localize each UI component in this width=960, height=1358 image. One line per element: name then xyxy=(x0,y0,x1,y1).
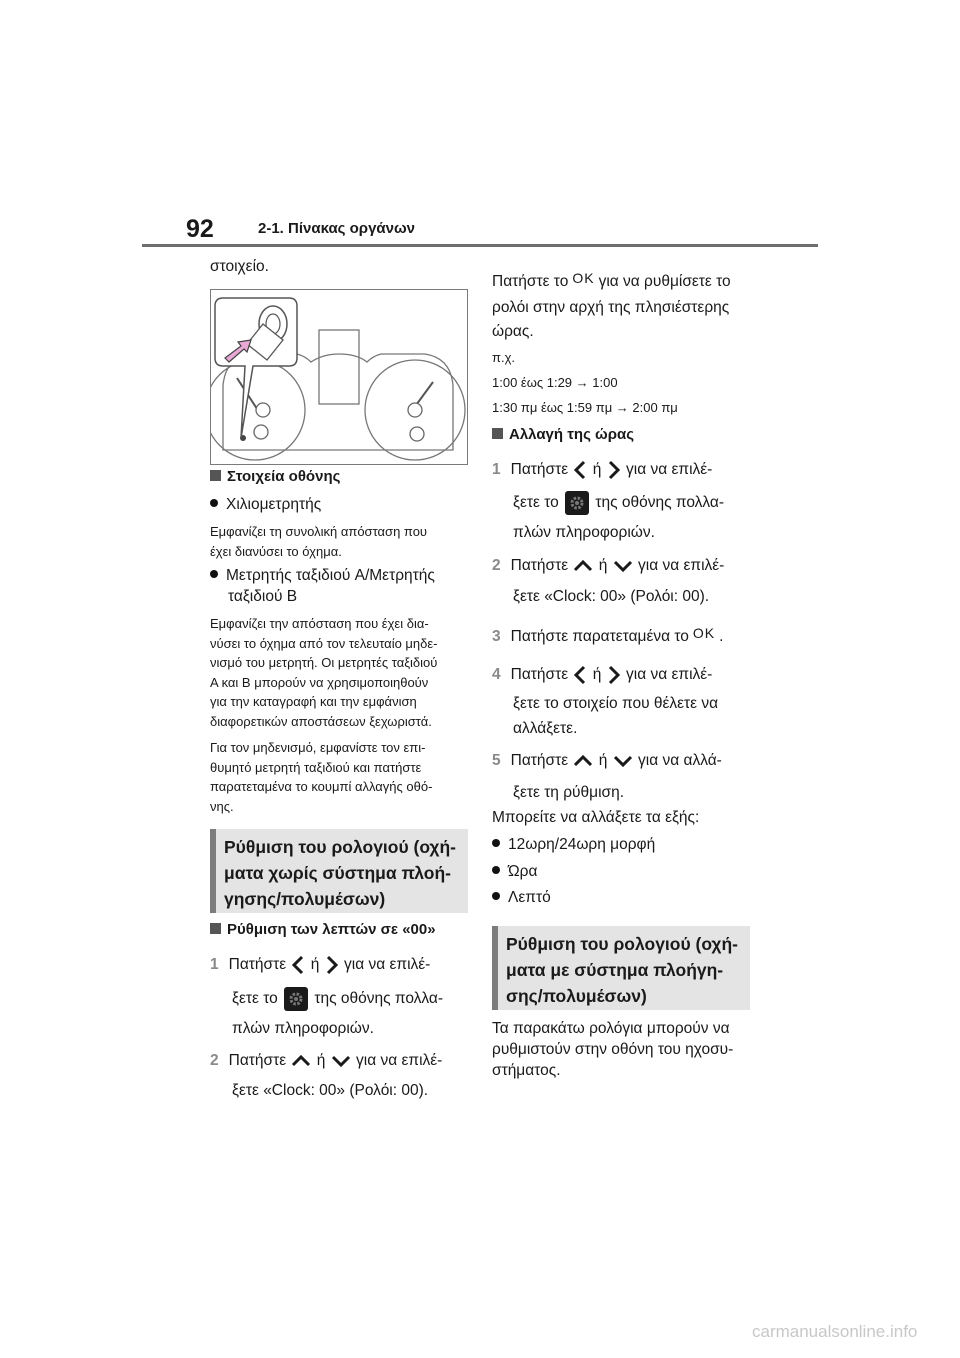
time-step-3: 3 Πατήστε παρατεταμένα το OK . xyxy=(492,625,724,645)
chevron-up-icon xyxy=(572,558,594,574)
clock-setting-box-no-nav: Ρύθμιση του ρολογιού (οχή- ματα χωρίς σύστημα πλοή- γησης/πολυμέσων) xyxy=(210,829,468,913)
page-number: 92 xyxy=(186,215,214,243)
chevron-right-icon xyxy=(324,954,340,976)
minutes-step-2-line2: ξετε «Clock: 00» (Ρολόι: 00). xyxy=(232,1082,429,1099)
reset-description: Για τον μηδενισμό, εμφανίστε τον επι- θυμητό μετρητή ταξιδιού και πατήστε παρατεταμένα το κουμπί αλλαγής οθό- νης. xyxy=(210,740,433,814)
square-bullet-icon xyxy=(210,923,221,934)
chevron-right-icon xyxy=(606,664,622,686)
chevron-left-icon xyxy=(572,664,588,686)
time-step-5: 5 Πατήστε ή για να αλλά- xyxy=(492,752,722,769)
settings-gear-icon xyxy=(284,987,308,1011)
time-step-1-line3: πλών πληροφοριών. xyxy=(513,524,655,541)
can-change-text: Μπορείτε να αλλάξετε τα εξής: xyxy=(492,809,700,826)
clock-setting-box-nav: Ρύθμιση του ρολογιού (οχή- ματα με σύστημα πλοήγη- σης/πολυμέσων) xyxy=(492,926,750,1010)
footer-watermark: carmanualsonline.info xyxy=(752,1322,918,1341)
section-title: 2-1. Πίνακας οργάνων xyxy=(258,220,415,237)
chevron-left-icon xyxy=(290,954,306,976)
square-bullet-icon xyxy=(492,428,503,439)
time-step-4-line3: αλλάξετε. xyxy=(513,720,578,737)
option-item: 12ωρη/24ωρη μορφή xyxy=(492,835,655,854)
chevron-down-icon xyxy=(612,558,634,574)
time-step-5-line2: ξετε τη ρύθμιση. xyxy=(513,784,625,801)
display-items-heading: Στοιχεία οθόνης xyxy=(210,468,340,485)
nav-description: Τα παρακάτω ρολόγια μπορούν να ρυθμιστούν στην οθόνη του ηχοσυ- στήματος. xyxy=(492,1020,734,1079)
example-2: 1:30 πμ έως 1:59 πμ → 2:00 πμ xyxy=(492,400,678,415)
chevron-down-icon xyxy=(612,753,634,769)
ok-symbol: OK xyxy=(572,270,595,286)
example-label: π.χ. xyxy=(492,350,516,365)
chevron-down-icon xyxy=(330,1053,352,1069)
time-step-4-line2: ξετε το στοιχείο που θέλετε να xyxy=(513,695,719,712)
bullet-icon xyxy=(492,892,500,900)
time-step-4: 4 Πατήστε ή για να επιλέ- xyxy=(492,664,712,686)
instrument-illustration xyxy=(210,289,468,465)
time-step-1: 1 Πατήστε ή για να επιλέ- xyxy=(492,459,712,481)
bullet-icon xyxy=(492,866,500,874)
trip-meter-item-cont: ταξιδιού B xyxy=(228,588,298,605)
trip-meter-item: Μετρητής ταξιδιού A/Μετρητής xyxy=(210,566,435,585)
intro-text: στοιχείο. xyxy=(210,258,269,275)
minutes-heading: Ρύθμιση των λεπτών σε «00» xyxy=(210,921,436,938)
chevron-left-icon xyxy=(572,459,588,481)
settings-gear-icon xyxy=(565,491,589,515)
minutes-step-1: 1 Πατήστε ή για να επιλέ- xyxy=(210,954,430,976)
chevron-up-icon xyxy=(572,753,594,769)
square-bullet-icon xyxy=(210,470,221,481)
minutes-step-1-line2: ξετε το της οθόνης πολλα- xyxy=(232,987,443,1011)
header-rule xyxy=(142,244,818,247)
odometer-item: Χιλιομετρητής xyxy=(210,495,321,514)
trip-meter-description: Εμφανίζει την απόσταση που έχει δια- νύσει το όχημα από τον τελευταίο μηδε- νισμό του μετρητή. Οι μετρητές ταξιδιού A και B μπορούν να χρησιμοποιηθούν για την καταγραφή και την εμφάνιση διαφορετικών αποστάσεων ξεχωριστά. xyxy=(210,616,438,729)
ok-instruction-line3: ώρας. xyxy=(492,323,534,340)
time-step-2: 2 Πατήστε ή για να επιλέ- xyxy=(492,557,725,574)
ok-instruction: Πατήστε το OK για να ρυθμίσετε το xyxy=(492,270,731,290)
example-1: 1:00 έως 1:29 → 1:00 xyxy=(492,375,618,390)
odometer-description: Εμφανίζει τη συνολική απόσταση που έχει διανύσει το όχημα. xyxy=(210,524,428,559)
bullet-icon xyxy=(210,499,218,507)
time-step-2-line2: ξετε «Clock: 00» (Ρολόι: 00). xyxy=(513,588,710,605)
chevron-right-icon xyxy=(606,459,622,481)
ok-instruction-line2: ρολόι στην αρχή της πλησιέστερης xyxy=(492,299,730,316)
time-change-heading: Αλλαγή της ώρας xyxy=(492,426,634,443)
bullet-icon xyxy=(492,839,500,847)
option-item: Ώρα xyxy=(492,862,537,881)
chevron-up-icon xyxy=(290,1053,312,1069)
minutes-step-1-line3: πλών πληροφοριών. xyxy=(232,1020,374,1037)
bullet-icon xyxy=(210,570,218,578)
time-step-1-line2: ξετε το της οθόνης πολλα- xyxy=(513,491,724,515)
minutes-step-2: 2 Πατήστε ή για να επιλέ- xyxy=(210,1052,443,1069)
cluster-drawing xyxy=(211,290,467,464)
ok-symbol: OK xyxy=(692,625,716,641)
option-item: Λεπτό xyxy=(492,888,551,907)
